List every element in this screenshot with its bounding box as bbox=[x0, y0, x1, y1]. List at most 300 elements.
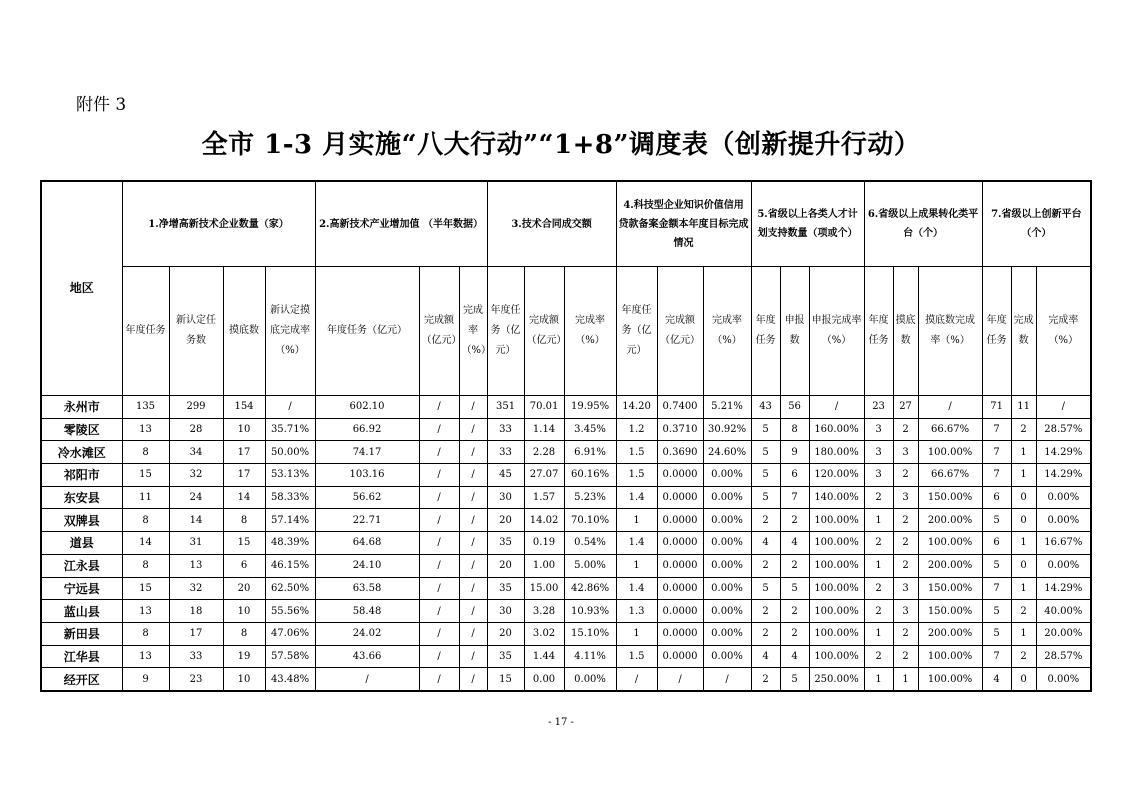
table-cell: 6 bbox=[223, 554, 265, 577]
table-cell: 40.00% bbox=[1036, 600, 1091, 623]
region-header: 地区 bbox=[41, 181, 122, 396]
table-cell: 2 bbox=[864, 600, 893, 623]
table-cell: 1.5 bbox=[616, 464, 657, 487]
table-cell: 15.10% bbox=[564, 622, 616, 645]
table-cell: 6 bbox=[780, 464, 809, 487]
table-cell: 5 bbox=[751, 418, 780, 441]
table-cell: 50.00% bbox=[265, 441, 315, 464]
table-cell: 200.00% bbox=[918, 554, 982, 577]
table-cell: 74.17 bbox=[315, 441, 419, 464]
group-header: 2.高新技术产业增加值 （半年数据） bbox=[315, 181, 487, 267]
table-cell: 15.00 bbox=[524, 577, 564, 600]
table-cell: 2 bbox=[864, 645, 893, 668]
table-cell: 1 bbox=[1011, 464, 1036, 487]
table-cell: 0.00% bbox=[703, 509, 751, 532]
table-cell: 0.0000 bbox=[657, 645, 703, 668]
table-cell: 45 bbox=[487, 464, 524, 487]
table-cell: 7 bbox=[982, 464, 1011, 487]
region-cell: 宁远县 bbox=[41, 577, 122, 600]
table-cell: 0.0000 bbox=[657, 577, 703, 600]
table-cell: 100.00% bbox=[809, 645, 864, 668]
table-row bbox=[41, 486, 1091, 509]
column-header: 完成额（亿元） bbox=[657, 267, 703, 396]
table-cell: 0.00% bbox=[1036, 668, 1091, 691]
column-header: 完成率（%） bbox=[1036, 267, 1091, 396]
region-cell: 江永县 bbox=[41, 554, 122, 577]
table-cell: 9 bbox=[780, 441, 809, 464]
region-cell: 零陵区 bbox=[41, 418, 122, 441]
table-cell: 7 bbox=[982, 418, 1011, 441]
table-cell: 2 bbox=[893, 554, 918, 577]
table-row bbox=[41, 645, 1091, 668]
table-cell: 6 bbox=[982, 486, 1011, 509]
column-header: 年度任务（亿元） bbox=[487, 267, 524, 396]
column-header: 申报完成率（%） bbox=[809, 267, 864, 396]
table-cell: 23 bbox=[864, 396, 893, 419]
table-cell: / bbox=[459, 509, 487, 532]
table-cell: 2 bbox=[893, 464, 918, 487]
table-cell: 3 bbox=[864, 418, 893, 441]
table-cell: 0.00% bbox=[703, 486, 751, 509]
table-row bbox=[41, 600, 1091, 623]
table-cell: 351 bbox=[487, 396, 524, 419]
table-cell: 0 bbox=[1011, 668, 1036, 691]
table-cell: 150.00% bbox=[918, 486, 982, 509]
table-cell: 20 bbox=[487, 622, 524, 645]
table-cell: 15 bbox=[487, 668, 524, 691]
table-cell: / bbox=[419, 554, 459, 577]
table-cell: 299 bbox=[169, 396, 223, 419]
table-cell: 11 bbox=[122, 486, 169, 509]
table-cell: 8 bbox=[122, 554, 169, 577]
table-cell: 1.4 bbox=[616, 577, 657, 600]
table-cell: / bbox=[459, 486, 487, 509]
table-cell: 1.4 bbox=[616, 486, 657, 509]
table-cell: 58.33% bbox=[265, 486, 315, 509]
table-cell: 2 bbox=[751, 554, 780, 577]
table-cell: 0.0000 bbox=[657, 532, 703, 555]
table-cell: 13 bbox=[122, 645, 169, 668]
table-cell: 15 bbox=[122, 464, 169, 487]
table-cell: 32 bbox=[169, 464, 223, 487]
table-cell: 8 bbox=[122, 622, 169, 645]
region-cell: 永州市 bbox=[41, 396, 122, 419]
table-cell: 0.3690 bbox=[657, 441, 703, 464]
table-cell: 43.48% bbox=[265, 668, 315, 691]
table-cell: 48.39% bbox=[265, 532, 315, 555]
table-cell: 100.00% bbox=[918, 532, 982, 555]
table-cell: 1.57 bbox=[524, 486, 564, 509]
table-cell: 0.0000 bbox=[657, 464, 703, 487]
table-cell: 5 bbox=[751, 441, 780, 464]
table-cell: 0.19 bbox=[524, 532, 564, 555]
table-cell: 0.0000 bbox=[657, 554, 703, 577]
table-row bbox=[41, 577, 1091, 600]
table-cell: 28.57% bbox=[1036, 418, 1091, 441]
table-cell: 2 bbox=[864, 577, 893, 600]
column-header: 完成额（亿元） bbox=[419, 267, 459, 396]
table-cell: 0.0000 bbox=[657, 600, 703, 623]
table-cell: / bbox=[419, 464, 459, 487]
group-header: 7.省级以上创新平台（个） bbox=[982, 181, 1091, 267]
table-cell: 250.00% bbox=[809, 668, 864, 691]
table-cell: 7 bbox=[982, 577, 1011, 600]
group-header: 4.科技型企业知识价值信用贷款备案金额本年度目标完成情况 bbox=[616, 181, 751, 267]
table-cell: 2.28 bbox=[524, 441, 564, 464]
group-header: 1.净增高新技术企业数量（家） bbox=[122, 181, 315, 267]
table-cell: 15 bbox=[223, 532, 265, 555]
table-cell: 2 bbox=[780, 600, 809, 623]
table-cell: 0.0000 bbox=[657, 622, 703, 645]
table-cell: 0.00% bbox=[703, 622, 751, 645]
table-cell: 5 bbox=[751, 486, 780, 509]
table-cell: / bbox=[459, 622, 487, 645]
table-cell: 66.92 bbox=[315, 418, 419, 441]
table-cell: 1.4 bbox=[616, 532, 657, 555]
table-cell: 2 bbox=[751, 622, 780, 645]
table-cell: / bbox=[918, 396, 982, 419]
table-cell: 8 bbox=[122, 509, 169, 532]
table-cell: 1.14 bbox=[524, 418, 564, 441]
table-cell: 150.00% bbox=[918, 577, 982, 600]
table-cell: 2 bbox=[1011, 418, 1036, 441]
table-cell: 15 bbox=[122, 577, 169, 600]
table-cell: 0.00% bbox=[564, 668, 616, 691]
table-cell: 62.50% bbox=[265, 577, 315, 600]
table-cell: 43 bbox=[751, 396, 780, 419]
table-cell: 24 bbox=[169, 486, 223, 509]
table-cell: 3 bbox=[893, 441, 918, 464]
table-cell: 5 bbox=[751, 577, 780, 600]
table-cell: 10.93% bbox=[564, 600, 616, 623]
table-cell: 1 bbox=[1011, 532, 1036, 555]
column-header: 新认定摸底完成率（%） bbox=[265, 267, 315, 396]
table-cell: 28 bbox=[169, 418, 223, 441]
table-cell: 1 bbox=[1011, 577, 1036, 600]
table-cell: 10 bbox=[223, 668, 265, 691]
table-row bbox=[41, 668, 1091, 691]
table-cell: 2 bbox=[893, 645, 918, 668]
table-cell: 34 bbox=[169, 441, 223, 464]
table-cell: 3.02 bbox=[524, 622, 564, 645]
table-row bbox=[41, 396, 1091, 419]
table-cell: 103.16 bbox=[315, 464, 419, 487]
table-row bbox=[41, 418, 1091, 441]
table-cell: / bbox=[419, 441, 459, 464]
table-cell: 8 bbox=[122, 441, 169, 464]
table-cell: / bbox=[419, 668, 459, 691]
region-cell: 江华县 bbox=[41, 645, 122, 668]
table-cell: 180.00% bbox=[809, 441, 864, 464]
table-cell: / bbox=[419, 509, 459, 532]
table-cell: 100.00% bbox=[918, 441, 982, 464]
column-header: 年度任务 bbox=[751, 267, 780, 396]
table-cell: 58.48 bbox=[315, 600, 419, 623]
column-header: 年度任务 bbox=[982, 267, 1011, 396]
table-cell: 1 bbox=[864, 668, 893, 691]
page-title: 全市 1-3 月实施“八大行动”“1+8”调度表（创新提升行动） bbox=[201, 130, 921, 160]
table-cell: 4 bbox=[751, 532, 780, 555]
table-cell: 8 bbox=[223, 509, 265, 532]
table-cell: / bbox=[459, 600, 487, 623]
table-cell: / bbox=[459, 645, 487, 668]
table-cell: 100.00% bbox=[809, 600, 864, 623]
column-header: 完成数 bbox=[1011, 267, 1036, 396]
table-cell: / bbox=[459, 532, 487, 555]
table-cell: 160.00% bbox=[809, 418, 864, 441]
table-cell: 17 bbox=[223, 441, 265, 464]
table-cell: 11 bbox=[1011, 396, 1036, 419]
region-cell: 冷水滩区 bbox=[41, 441, 122, 464]
table-cell: 1 bbox=[1011, 441, 1036, 464]
table-cell: 3.28 bbox=[524, 600, 564, 623]
table-cell: 0.0000 bbox=[657, 509, 703, 532]
group-header: 6.省级以上成果转化类平台（个） bbox=[864, 181, 982, 267]
table-cell: 24.60% bbox=[703, 441, 751, 464]
table-cell: 3 bbox=[893, 577, 918, 600]
table-cell: 35 bbox=[487, 577, 524, 600]
table-cell: 35 bbox=[487, 645, 524, 668]
table-cell: 1 bbox=[616, 554, 657, 577]
table-cell: / bbox=[419, 600, 459, 623]
table-cell: 13 bbox=[122, 600, 169, 623]
table-cell: 35 bbox=[487, 532, 524, 555]
table-cell: 46.15% bbox=[265, 554, 315, 577]
table-cell: 43.66 bbox=[315, 645, 419, 668]
table-cell: 14 bbox=[122, 532, 169, 555]
table-cell: 2 bbox=[864, 532, 893, 555]
table-cell: 70.01 bbox=[524, 396, 564, 419]
group-header: 5.省级以上各类人才计划支持数量（项或个） bbox=[751, 181, 864, 267]
table-cell: 120.00% bbox=[809, 464, 864, 487]
region-cell: 东安县 bbox=[41, 486, 122, 509]
column-header: 年度任务（亿元） bbox=[616, 267, 657, 396]
table-cell: 18 bbox=[169, 600, 223, 623]
table-cell: 4 bbox=[751, 645, 780, 668]
table-cell: 33 bbox=[487, 418, 524, 441]
table-cell: 0.00% bbox=[703, 554, 751, 577]
table-cell: 100.00% bbox=[809, 554, 864, 577]
table-cell: 1.2 bbox=[616, 418, 657, 441]
table-cell: 23 bbox=[169, 668, 223, 691]
table-cell: 5 bbox=[780, 668, 809, 691]
table-cell: 100.00% bbox=[918, 668, 982, 691]
table-cell: 5 bbox=[982, 600, 1011, 623]
table-cell: 1 bbox=[616, 622, 657, 645]
table-cell: 100.00% bbox=[809, 577, 864, 600]
table-cell: 2 bbox=[751, 668, 780, 691]
region-cell: 双牌县 bbox=[41, 509, 122, 532]
table-cell: 0.00% bbox=[703, 532, 751, 555]
table-cell: / bbox=[616, 668, 657, 691]
table-cell: / bbox=[459, 577, 487, 600]
attachment-label: 附件 3 bbox=[76, 95, 127, 115]
table-row bbox=[41, 464, 1091, 487]
table-cell: 0 bbox=[1011, 509, 1036, 532]
column-header: 新认定任务数 bbox=[169, 267, 223, 396]
table-cell: 200.00% bbox=[918, 509, 982, 532]
table-cell: 0.00% bbox=[703, 645, 751, 668]
table-cell: 57.58% bbox=[265, 645, 315, 668]
table-cell: 20 bbox=[223, 577, 265, 600]
table-cell: / bbox=[459, 554, 487, 577]
table-cell: 14.29% bbox=[1036, 464, 1091, 487]
table-cell: 24.10 bbox=[315, 554, 419, 577]
table-cell: 30.92% bbox=[703, 418, 751, 441]
table-cell: 0.7400 bbox=[657, 396, 703, 419]
table-cell: 1 bbox=[864, 622, 893, 645]
column-header: 年度任务（亿元） bbox=[315, 267, 419, 396]
table-cell: 2 bbox=[751, 509, 780, 532]
table-cell: 66.67% bbox=[918, 418, 982, 441]
table-cell: 602.10 bbox=[315, 396, 419, 419]
table-cell: 10 bbox=[223, 418, 265, 441]
table-cell: 0.00 bbox=[524, 668, 564, 691]
table-cell: 22.71 bbox=[315, 509, 419, 532]
table-cell: 35.71% bbox=[265, 418, 315, 441]
column-header: 完成率（%） bbox=[459, 267, 487, 396]
table-cell: / bbox=[419, 418, 459, 441]
table-cell: / bbox=[419, 532, 459, 555]
table-cell: 8 bbox=[223, 622, 265, 645]
table-cell: 154 bbox=[223, 396, 265, 419]
table-cell: 33 bbox=[169, 645, 223, 668]
table-cell: 32 bbox=[169, 577, 223, 600]
table-cell: 14.20 bbox=[616, 396, 657, 419]
table-cell: 27 bbox=[893, 396, 918, 419]
table-cell: 100.00% bbox=[809, 532, 864, 555]
region-cell: 蓝山县 bbox=[41, 600, 122, 623]
table-cell: 150.00% bbox=[918, 600, 982, 623]
table-cell: 200.00% bbox=[918, 622, 982, 645]
table-cell: 6 bbox=[982, 532, 1011, 555]
table-cell: 0.00% bbox=[1036, 486, 1091, 509]
table-cell: 42.86% bbox=[564, 577, 616, 600]
region-cell: 道县 bbox=[41, 532, 122, 555]
table-cell: 2 bbox=[780, 554, 809, 577]
table-cell: 7 bbox=[982, 441, 1011, 464]
table-cell: 13 bbox=[122, 418, 169, 441]
column-header: 年度任务 bbox=[122, 267, 169, 396]
table-row bbox=[41, 532, 1091, 555]
table-cell: 56 bbox=[780, 396, 809, 419]
table-cell: 71 bbox=[982, 396, 1011, 419]
column-header: 完成率（%） bbox=[703, 267, 751, 396]
table-cell: / bbox=[419, 486, 459, 509]
table-cell: 1 bbox=[1011, 622, 1036, 645]
table-cell: 53.13% bbox=[265, 464, 315, 487]
table-cell: 2 bbox=[893, 622, 918, 645]
table-cell: 2 bbox=[780, 622, 809, 645]
table-cell: 20 bbox=[487, 554, 524, 577]
table-cell: / bbox=[265, 396, 315, 419]
table-cell: / bbox=[459, 441, 487, 464]
table-cell: 16.67% bbox=[1036, 532, 1091, 555]
table-cell: 5.21% bbox=[703, 396, 751, 419]
table-cell: 1 bbox=[864, 509, 893, 532]
table-cell: 3 bbox=[864, 441, 893, 464]
table-cell: 5.00% bbox=[564, 554, 616, 577]
table-cell: 2 bbox=[893, 532, 918, 555]
table-cell: 7 bbox=[982, 645, 1011, 668]
table-cell: / bbox=[809, 396, 864, 419]
table-cell: 31 bbox=[169, 532, 223, 555]
table-cell: 8 bbox=[780, 418, 809, 441]
table-cell: / bbox=[1036, 396, 1091, 419]
table-cell: / bbox=[459, 396, 487, 419]
table-cell: 0 bbox=[1011, 486, 1036, 509]
table-cell: 2 bbox=[780, 509, 809, 532]
table-cell: 2 bbox=[864, 486, 893, 509]
table-cell: 0.3710 bbox=[657, 418, 703, 441]
region-cell: 新田县 bbox=[41, 622, 122, 645]
region-cell: 经开区 bbox=[41, 668, 122, 691]
table-cell: 33 bbox=[487, 441, 524, 464]
table-cell: 5 bbox=[751, 464, 780, 487]
column-header: 摸底数 bbox=[223, 267, 265, 396]
table-cell: 5 bbox=[780, 577, 809, 600]
table-cell: 1 bbox=[864, 554, 893, 577]
table-cell: 7 bbox=[780, 486, 809, 509]
table-cell: / bbox=[315, 668, 419, 691]
table-cell: 3 bbox=[893, 600, 918, 623]
table-cell: 135 bbox=[122, 396, 169, 419]
table-cell: 100.00% bbox=[809, 622, 864, 645]
table-row bbox=[41, 622, 1091, 645]
table-cell: 0.00% bbox=[703, 600, 751, 623]
column-header: 摸底数完成率（%） bbox=[918, 267, 982, 396]
table-cell: 2 bbox=[751, 600, 780, 623]
table-cell: 5 bbox=[982, 509, 1011, 532]
table-cell: 17 bbox=[223, 464, 265, 487]
table-cell: 0.00% bbox=[1036, 554, 1091, 577]
table-cell: 5.23% bbox=[564, 486, 616, 509]
table-cell: 47.06% bbox=[265, 622, 315, 645]
table-cell: 100.00% bbox=[809, 509, 864, 532]
region-cell: 祁阳市 bbox=[41, 464, 122, 487]
table-cell: 1.3 bbox=[616, 600, 657, 623]
table-cell: 20.00% bbox=[1036, 622, 1091, 645]
table-cell: 30 bbox=[487, 600, 524, 623]
table-cell: 1.00 bbox=[524, 554, 564, 577]
table-cell: 14.02 bbox=[524, 509, 564, 532]
table-cell: 9 bbox=[122, 668, 169, 691]
table-cell: 1.5 bbox=[616, 441, 657, 464]
table-row bbox=[41, 554, 1091, 577]
column-header: 完成率（%） bbox=[564, 267, 616, 396]
table-cell: 55.56% bbox=[265, 600, 315, 623]
table-cell: 1.5 bbox=[616, 645, 657, 668]
table-cell: 0.00% bbox=[1036, 509, 1091, 532]
table-row bbox=[41, 441, 1091, 464]
table-cell: 17 bbox=[169, 622, 223, 645]
table-cell: / bbox=[657, 668, 703, 691]
table-cell: 57.14% bbox=[265, 509, 315, 532]
table-cell: 1 bbox=[616, 509, 657, 532]
table-cell: 27.07 bbox=[524, 464, 564, 487]
table-cell: 20 bbox=[487, 509, 524, 532]
table-cell: 1.44 bbox=[524, 645, 564, 668]
table-cell: 4.11% bbox=[564, 645, 616, 668]
table-cell: 2 bbox=[1011, 645, 1036, 668]
table-cell: 4 bbox=[780, 645, 809, 668]
page-number: - 17 - bbox=[548, 717, 574, 728]
table-cell: 19 bbox=[223, 645, 265, 668]
table-cell: 60.16% bbox=[564, 464, 616, 487]
table-cell: 24.02 bbox=[315, 622, 419, 645]
table-cell: 70.10% bbox=[564, 509, 616, 532]
table-cell: 3 bbox=[864, 464, 893, 487]
